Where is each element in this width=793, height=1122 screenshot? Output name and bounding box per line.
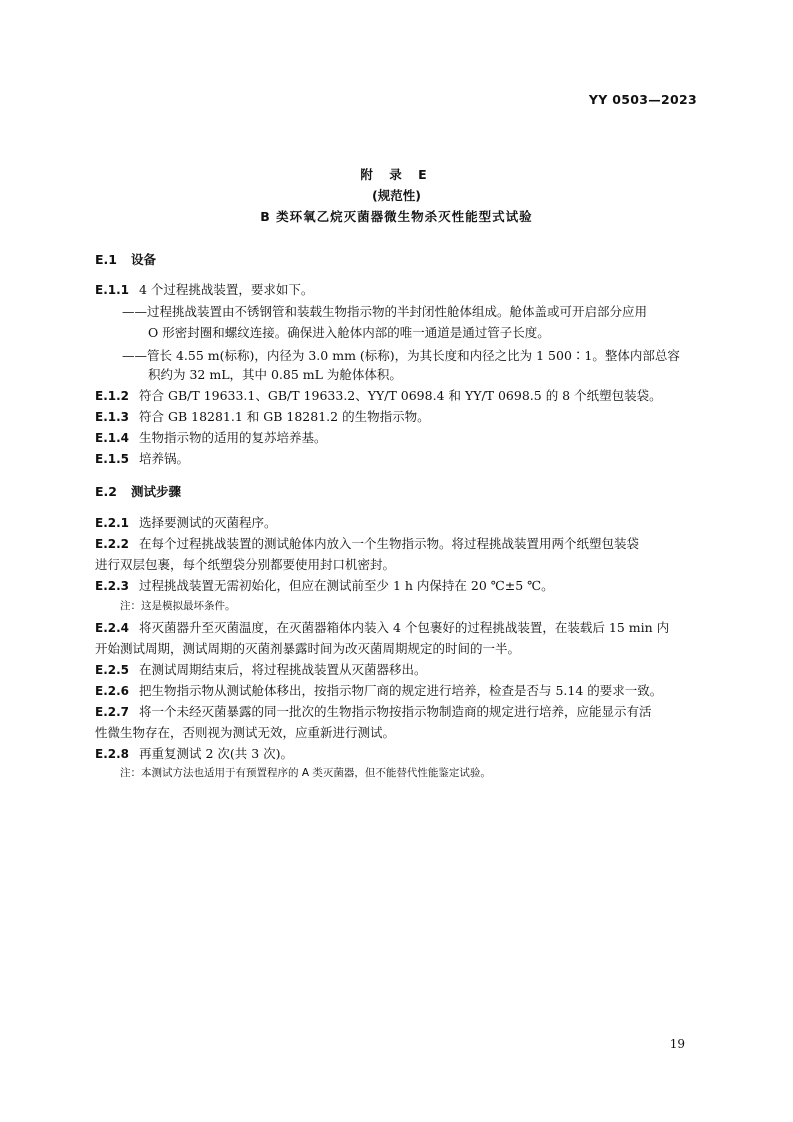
- clause-text: 将灭菌器升至灭菌温度，在灭菌器箱体内装入 4 个包裹好的过程挑战装置，在装载后 15 min 内: [139, 620, 670, 635]
- clause-number: E.2.4: [95, 621, 130, 635]
- clause-number: E.2.2: [95, 537, 130, 551]
- dash-item-1-line-1: ——过程挑战装置由不锈钢管和装载生物指示物的半封闭性舱体组成。舱体盖或可开启部分应用: [122, 304, 648, 319]
- clause-number: E.2.3: [95, 579, 130, 593]
- standard-number: YY 0503—2023: [588, 92, 697, 107]
- clause-e2-6: [95, 681, 662, 699]
- clause-text: 符合 GB/T 19633.1、GB/T 19633.2、YY/T 0698.4 和 YY/T 0698.5 的 8 个纸塑包装袋。: [139, 388, 662, 403]
- section-title: 测试步骤: [131, 484, 182, 499]
- clause-e1-1: [95, 280, 313, 298]
- clause-number: E.1.1: [95, 283, 130, 297]
- note-e2-3: 注：这是模拟最坏条件。: [120, 600, 236, 612]
- clause-number: E.1.4: [95, 431, 130, 445]
- clause-number: E.1.2: [95, 389, 130, 403]
- appendix-title: 附 录 E: [360, 167, 433, 182]
- clause-e2-4-continuation: 开始测试周期，测试周期的灭菌剂暴露时间为改灭菌周期规定的时间的一半。: [95, 641, 521, 656]
- section-heading-e2: [95, 482, 181, 500]
- clause-e2-2: [95, 534, 639, 552]
- clause-number: E.2.8: [95, 747, 130, 761]
- clause-number: E.1.5: [95, 452, 130, 466]
- clause-number: E.2.7: [95, 705, 130, 719]
- clause-number: E.2.1: [95, 516, 130, 530]
- clause-text: 4 个过程挑战装置，要求如下。: [139, 282, 314, 297]
- clause-e2-7: [95, 702, 652, 720]
- section-number: E.1: [95, 252, 117, 267]
- clause-e1-5: [95, 449, 189, 467]
- clause-text: 生物指示物的适用的复苏培养基。: [139, 430, 327, 445]
- section-number: E.2: [95, 484, 117, 499]
- appendix-type: (规范性): [372, 188, 421, 203]
- clause-text: 在每个过程挑战装置的测试舱体内放入一个生物指示物。将过程挑战装置用两个纸塑包装袋: [139, 536, 640, 551]
- clause-text: 将一个未经灭菌暴露的同一批次的生物指示物按指示物制造商的规定进行培养，应能显示有活: [139, 704, 652, 719]
- clause-e2-2-continuation: 进行双层包裹，每个纸塑袋分别都要使用封口机密封。: [95, 557, 396, 572]
- clause-e2-7-continuation: 性微生物存在，否则视为测试无效，应重新进行测试。: [95, 725, 396, 740]
- clause-number: E.2.6: [95, 684, 130, 698]
- clause-text: 把生物指示物从测试舱体移出，按指示物厂商的规定进行培养，检查是否与 5.14 的要求一致。: [139, 683, 663, 698]
- clause-text: 培养锅。: [139, 451, 190, 466]
- clause-e2-1: [95, 513, 277, 531]
- clause-number: E.2.5: [95, 663, 130, 677]
- clause-text: 选择要测试的灭菌程序。: [139, 515, 277, 530]
- dash-item-2-line-1: ——管长 4.55 m(标称)，内径为 3.0 mm (标称)，为其长度和内径之比为 1 500∶1。整体内部总容: [122, 348, 680, 363]
- clause-e2-8: [95, 744, 293, 762]
- dash-item-2-line-2: 积约为 32 mL，其中 0.85 mL 为舱体体积。: [148, 367, 402, 382]
- page-number: 19: [669, 1037, 685, 1051]
- clause-e1-2: [95, 386, 662, 404]
- section-heading-e1: [95, 250, 156, 268]
- clause-text: 过程挑战装置无需初始化，但应在测试前至少 1 h 内保持在 20 ℃±5 ℃。: [139, 578, 554, 593]
- clause-e1-3: [95, 407, 430, 425]
- dash-item-1-line-2: O 形密封圈和螺纹连接。确保进入舱体内部的唯一通道是通过管子长度。: [148, 325, 550, 340]
- section-title: 设备: [131, 252, 157, 267]
- clause-e1-4: [95, 428, 327, 446]
- clause-e2-4: [95, 618, 669, 636]
- clause-text: 再重复测试 2 次(共 3 次)。: [139, 746, 294, 761]
- clause-e2-5: [95, 660, 427, 678]
- clause-e2-3: [95, 576, 554, 594]
- clause-text: 在测试周期结束后，将过程挑战装置从灭菌器移出。: [139, 662, 427, 677]
- appendix-name: B 类环氧乙烷灭菌器微生物杀灭性能型式试验: [260, 209, 533, 224]
- note-e2-8: 注：本测试方法也适用于有预置程序的 A 类灭菌器，但不能替代性能鉴定试验。: [120, 767, 491, 779]
- clause-number: E.1.3: [95, 410, 130, 424]
- clause-text: 符合 GB 18281.1 和 GB 18281.2 的生物指示物。: [139, 409, 430, 424]
